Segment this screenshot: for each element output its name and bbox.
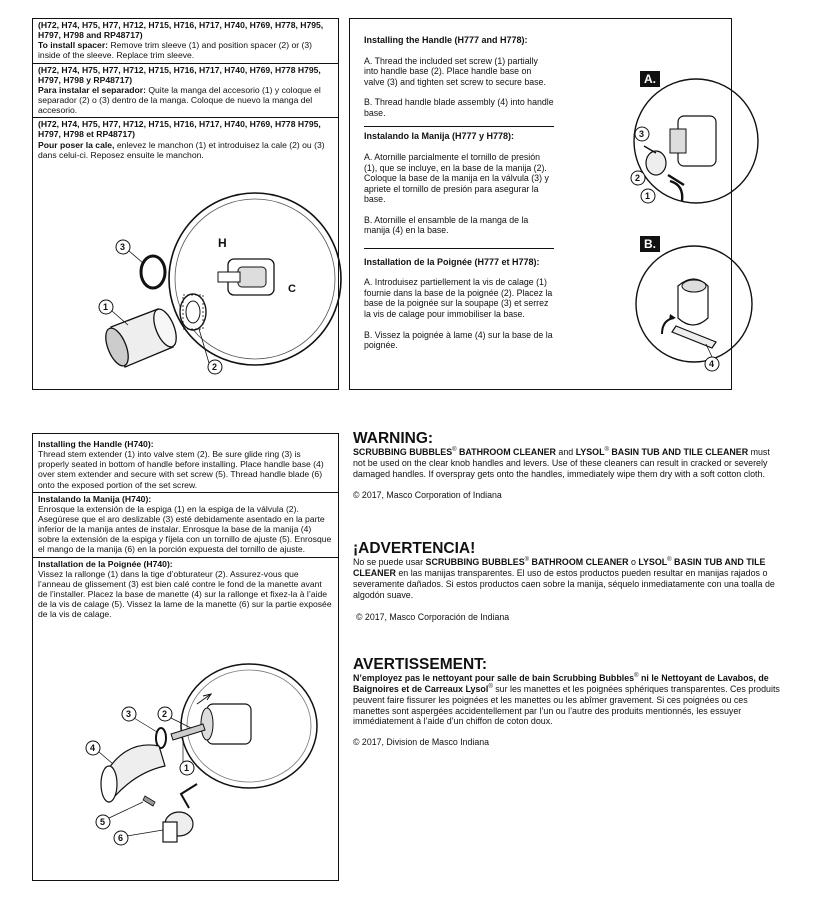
copyright-english: © 2017, Masco Corporation of Indiana bbox=[353, 489, 502, 500]
brand-lysol-es: LYSOL bbox=[638, 557, 668, 568]
product-bathroom-cleaner-es: BATHROOM CLEANER bbox=[529, 557, 629, 568]
spacer-section-english bbox=[33, 19, 338, 64]
brand-scrubbing-bubbles: SCRUBBING BUBBLES bbox=[353, 447, 453, 458]
brand-scrubbing-bubbles-es: SCRUBBING BUBBLES bbox=[425, 557, 525, 568]
spacer-section-spanish bbox=[33, 64, 338, 119]
product-basin-cleaner-es: BASIN TUB AND TILE CLEANER bbox=[353, 557, 766, 578]
handle-h777-text bbox=[364, 35, 554, 351]
warning-english: WARNING: SCRUBBING BUBBLES® BATHROOM CLEANER and LYSOL® BASIN TUB AND TILE CLEANER must not be used on the clear knob handles and levers. Use of these cleaners can result in cracked or severely damaged handles. If overspray gets onto the handles, immediately wipe them dry with a soft cotton cloth. © 2017, Masco Corporation of Indiana bbox=[353, 430, 783, 500]
step-b-spanish: . Atornille el ensamble de la manga de la manija (4) en la base. bbox=[364, 214, 529, 236]
step-b-tag: B. bbox=[640, 236, 660, 252]
step-a-letter-english: A bbox=[364, 55, 370, 66]
warning-french: AVERTISSEMENT: N’employez pas le nettoyant pour salle de bain Scrubbing Bubbles® ni le Nettoyant de Lavabos, de Baignoires et de Carreaux Lysol® sur les manettes et les poignées sphériques transparentes. Ces produits peuvent faire fissurer les poignées et les manettes ou les abîmer gravement. Si ces poignées ou ces manettes sont aspergées accidentellement par l’un ou l’autre des produits mentionnés, les essuyer immédiatement à l’aide d’un chiffon de coton doux. © 2017, Division de Masco Indiana bbox=[353, 656, 783, 748]
spacer-title-english: To install spacer: bbox=[38, 40, 109, 51]
trim-sleeve bbox=[101, 306, 181, 369]
step-a-french: . Introduisez partiellement la vis de calage (1) fournie dans la base de la poignée (2). Placez la base de la poignée sur la soupape (3) et serrez la vis de calage pour immobiliser la base. bbox=[364, 277, 553, 320]
h740-callout-5: 5 bbox=[100, 817, 106, 827]
diagram-b bbox=[626, 236, 726, 376]
warning-text-french: sur les manettes et les poignées sphériques transparentes. Ces produits peuvent faire fissurer les poignées et les manettes ou les abîmer gravement. Si ces poignées ou ces manettes sont aspergées accidentellement par l’un ou l’autre des produits mentionnés, les essuyer immédiatement à l’aide d’un chiffon de coton doux. bbox=[353, 683, 780, 727]
step-b-letter-french: B bbox=[364, 329, 370, 340]
h740-section-english bbox=[33, 434, 338, 493]
diagram-a bbox=[626, 71, 726, 221]
handle-h740-box bbox=[32, 433, 339, 881]
spacer-text-spanish: Quite la manga del accesorio (1) y coloque el separador (2) o (3) dentro de la manga. Coloque de nuevo la manga del accesorio. bbox=[38, 84, 321, 116]
callout-b-4: 4 bbox=[709, 359, 715, 369]
step-a-tag: A. bbox=[640, 71, 660, 87]
h740-text-spanish: Enrosque la extensión de la espiga (1) en la espiga de la válvula (2). Asegúrese que el aro deslizable (3) esté debidamente asentado en la parte inferior de la manija antes de instalar. Enrosque la base de la manija (4) sobre la extensión de la espiga y fíjela con un tornillo de ajuste (5). Enrosque el mango de la manija (6) en la porción expuesta del tornillo de ajuste. bbox=[38, 503, 332, 555]
warning-spanish: ¡ADVERTENCIA! No se puede usar SCRUBBING BUBBLES® BATHROOM CLEANER o LYSOL® BASIN TUB AND TILE CLEANER en las manijas transparentes. El uso de estos productos pueden resultar en manijas rajados o severamente dañados. Si estos productos caen sobre la manija, séquelo inmediatamente con una toalla de algodón suave. © 2017, Masco Corporación de Indiana bbox=[353, 540, 783, 623]
h740-title-english: Installing the Handle (H740): bbox=[38, 439, 154, 449]
advertencia-heading: ¡ADVERTENCIA! bbox=[353, 540, 476, 557]
step-b-english: . Thread handle blade assembly (4) into handle base. bbox=[364, 97, 554, 118]
h740-title-spanish: Instalando la Manija (H740): bbox=[38, 493, 152, 504]
avertissement-heading: AVERTISSEMENT: bbox=[353, 656, 488, 673]
fr-bold-scrubbing: N’employez pas le nettoyant pour salle de bain Scrubbing Bubbles bbox=[353, 673, 635, 684]
callout-a-3: 3 bbox=[639, 129, 645, 139]
h740-callout-6: 6 bbox=[118, 833, 124, 843]
warning-text-spanish: en las manijas transparentes. El uso de estos productos pueden resultar en manijas rajados o severamente dañados. Si estos productos caen sobre la manija, séquelo inmediatamente con una toalla de algodón suave. bbox=[353, 567, 775, 600]
h740-section-french bbox=[33, 558, 338, 622]
step-b-french: . Vissez la poignée à lame (4) sur la base de la poignée. bbox=[364, 329, 553, 351]
product-basin-cleaner: BASIN TUB AND TILE CLEANER bbox=[608, 447, 749, 458]
copyright-spanish: © 2017, Masco Corporación de Indiana bbox=[356, 612, 510, 623]
model-list-french: (H72, H74, H75, H77, H712, H715, H716, H717, H740, H769, H778 H795, H797, H798 et RP48717) bbox=[38, 119, 321, 140]
title-french: Installation de la Poignée (H777 et H778): bbox=[364, 256, 540, 267]
warning-text-english: must not be used on the clear knob handles and levers. Use of these cleaners can result in cracked or severely damaged handles. If overspray gets onto the handles, immediately wipe them dry with a soft cotton cloth. bbox=[353, 447, 770, 479]
step-a-spanish: . Atornille parcialmente el tornillo de presión (1), que se incluye, en la base de la manija (2). Coloque la base de la manija en la válvula (3) y apriete el tornillo de presión para asegurar la base. bbox=[364, 151, 549, 205]
spacer-diagram bbox=[33, 187, 333, 387]
h740-callout-3: 3 bbox=[126, 709, 132, 719]
h740-text-english: Thread stem extender (1) into valve stem (2). Be sure glide ring (3) is properly seated in bottom of handle before installing. Place handle base (4) over stem extender and secure with set screw (5). Thread handle blade (6) onto the exposed portion of the set screw. bbox=[38, 449, 324, 490]
h740-callout-2: 2 bbox=[162, 709, 168, 719]
svg-text:C: C bbox=[288, 283, 296, 295]
spacer-text-french: enlevez le manchon (1) et introduisez la cale (2) ou (3) dans celui-ci. Reposez ensuite le manchon. bbox=[38, 139, 325, 160]
spacer-title-spanish: Para instalar el separador: bbox=[38, 84, 146, 95]
svg-text:H: H bbox=[218, 236, 227, 250]
callout-3: 3 bbox=[120, 242, 126, 252]
step-b-letter-english: B bbox=[364, 97, 370, 108]
h740-section-spanish bbox=[33, 493, 338, 558]
callout-2: 2 bbox=[212, 362, 218, 372]
callout-a-1: 1 bbox=[645, 191, 651, 201]
fr-bold-lysol: ni le Nettoyant de Lavabos, de Baignoires et de Carreaux Lysol bbox=[353, 673, 769, 694]
h740-callout-4: 4 bbox=[90, 743, 96, 753]
step-a-letter-french: A bbox=[364, 277, 370, 288]
model-list-spanish: (H72, H74, H75, H77, H712, H715, H716, H717, H740, H769, H778 H795, H797, H798 y RP48717) bbox=[38, 64, 321, 85]
spacer-instructions-box bbox=[32, 18, 339, 390]
h740-callout-1: 1 bbox=[184, 763, 190, 773]
model-list-english: (H72, H74, H75, H77, H712, H715, H716, H717, H740, H769, H778, H795, H797, H798 and RP48717) bbox=[38, 20, 324, 41]
callout-a-2: 2 bbox=[635, 173, 641, 183]
step-a-english: . Thread the included set screw (1) partially into handle base (2). Place handle base on valve (3) and tighten set screw to secure base. bbox=[364, 55, 546, 87]
copyright-french: © 2017, Division de Masco Indiana bbox=[353, 737, 490, 748]
callout-1: 1 bbox=[103, 302, 109, 312]
title-english: Installing the Handle (H777 and H778): bbox=[364, 35, 528, 45]
spacer-title-french: Pour poser la cale, bbox=[38, 139, 115, 150]
h740-text-french: Vissez la rallonge (1) dans la tige d’obturateur (2). Assurez-vous que l’anneau de glissement (3) est bien calé contre le fond de la manette avant de l’installer. Placez la base de manette (4) sur la rallonge et fixez-la à l’aide de la vis de calage (5). Vissez la lame de la manette (6) sur la partie exposée de la vis de calage. bbox=[38, 568, 332, 620]
spacer-section-french bbox=[33, 118, 338, 162]
warning-heading: WARNING: bbox=[353, 430, 434, 447]
step-b-letter-spanish: B bbox=[364, 214, 370, 225]
spacer-gear bbox=[180, 294, 206, 330]
h740-exploded-diagram bbox=[79, 656, 329, 856]
h740-title-french: Installation de la Poignée (H740): bbox=[38, 558, 173, 569]
title-spanish: Instalando la Manija (H777 y H778): bbox=[364, 131, 515, 142]
step-a-letter-spanish: A bbox=[364, 151, 370, 162]
product-bathroom-cleaner: BATHROOM CLEANER bbox=[456, 447, 556, 458]
handle-h777-box bbox=[349, 18, 732, 390]
spacer-text-english: Remove trim sleeve (1) and position spacer (2) or (3) inside of the sleeve. Replace trim sleeve. bbox=[38, 40, 312, 61]
brand-lysol: LYSOL bbox=[575, 447, 605, 458]
